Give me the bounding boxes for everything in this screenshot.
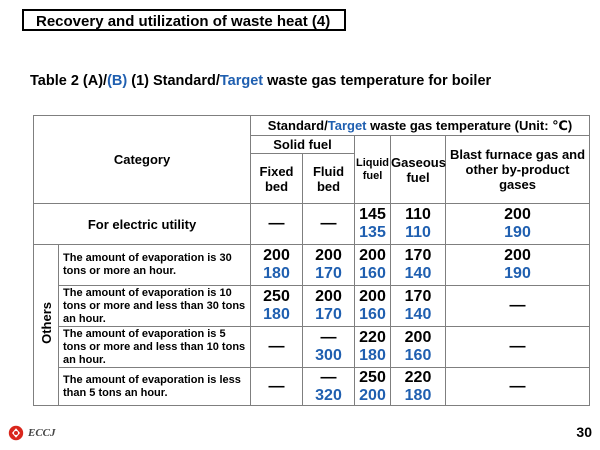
target-value: 180 <box>263 306 290 323</box>
value-cell-fluid <box>303 245 355 286</box>
standard-value: — <box>320 368 337 386</box>
standard-value: 200 <box>315 288 342 305</box>
standard-value: 110 <box>405 206 431 223</box>
value-cell-fluid <box>303 368 355 406</box>
solid-fuel-header: Solid fuel <box>251 136 355 154</box>
value-cell-gaseous <box>391 204 446 245</box>
caption-part5: waste gas temperature for boiler <box>263 73 492 89</box>
standard-value: 200 <box>504 247 531 264</box>
standard-value: 220 <box>404 368 432 386</box>
target-value: 190 <box>504 224 531 241</box>
fluid-bed-header: Fluid bed <box>303 154 355 204</box>
value-cell-fixed <box>251 327 303 368</box>
value-cell-blast <box>446 368 590 406</box>
row-label: The amount of evaporation is 10 tons or more and less than 30 tons an hour. <box>59 286 251 327</box>
value-cell-fixed <box>251 245 303 286</box>
target-value: 140 <box>404 265 432 282</box>
table-row <box>34 327 590 368</box>
caption-part2: (B) <box>107 73 128 89</box>
standard-value: 220 <box>359 329 386 346</box>
value-cell-blast <box>446 327 590 368</box>
page-number: 30 <box>576 424 592 440</box>
value-cell-liquid <box>355 245 391 286</box>
standard-value: 200 <box>263 247 290 264</box>
row-label: The amount of evaporation is less than 5 tons an hour. <box>59 368 251 406</box>
value-cell-fixed <box>251 368 303 406</box>
standard-value: — <box>320 215 337 232</box>
target-value: 140 <box>404 306 432 323</box>
standard-value: — <box>320 329 337 346</box>
target-value: 170 <box>315 306 342 323</box>
target-value: 160 <box>359 265 386 282</box>
standard-value: 250 <box>359 368 386 386</box>
standard-value: — <box>268 338 285 355</box>
group-pre: Standard/ <box>267 118 328 133</box>
target-value: 160 <box>359 306 386 323</box>
standard-value: — <box>509 338 526 355</box>
target-value: 320 <box>315 386 342 404</box>
standard-value: 250 <box>263 288 290 305</box>
target-value: 180 <box>263 265 290 282</box>
target-value: 180 <box>404 386 432 404</box>
value-cell-fixed <box>251 286 303 327</box>
value-cell-fluid <box>303 327 355 368</box>
value-cell-gaseous <box>391 245 446 286</box>
eccj-logo-text: ECCJ <box>28 427 56 439</box>
value-cell-liquid <box>355 368 391 406</box>
standard-value: — <box>509 377 526 395</box>
waste-gas-temperature-table <box>33 115 590 406</box>
standard-value: — <box>268 215 285 232</box>
table-row <box>34 245 590 286</box>
value-cell-blast <box>446 286 590 327</box>
standard-value: 200 <box>359 247 386 264</box>
others-label: Others <box>38 301 54 344</box>
value-cell-liquid <box>355 286 391 327</box>
value-cell-liquid <box>355 204 391 245</box>
group-post: waste gas temperature (Unit: ℃) <box>366 118 573 133</box>
value-cell-fixed <box>251 204 303 245</box>
table-row <box>34 204 590 245</box>
standard-value: 145 <box>359 206 386 223</box>
standard-value: 200 <box>315 247 342 264</box>
standard-value: 200 <box>359 288 386 305</box>
standard-value: 200 <box>504 206 531 223</box>
standard-value: 170 <box>404 288 432 305</box>
group-target: Target <box>327 118 367 133</box>
target-value: 180 <box>359 347 386 364</box>
value-cell-gaseous <box>391 327 446 368</box>
target-value: 190 <box>504 265 531 282</box>
value-cell-gaseous <box>391 286 446 327</box>
value-cell-fluid <box>303 204 355 245</box>
caption-part1: Table 2 (A)/ <box>30 73 108 89</box>
eccj-logo-icon <box>8 425 24 441</box>
value-cell-liquid <box>355 327 391 368</box>
slide-title: Recovery and utilization of waste heat (4) <box>22 9 346 31</box>
fixed-bed-header: Fixed bed <box>251 154 303 204</box>
eccj-logo <box>8 425 56 441</box>
caption-part3: (1) Standard/ <box>127 73 220 89</box>
value-cell-blast <box>446 245 590 286</box>
value-cell-fluid <box>303 286 355 327</box>
standard-value: — <box>509 297 526 314</box>
table-row <box>34 368 590 406</box>
table-row <box>34 286 590 327</box>
standard-value: — <box>268 377 285 395</box>
gaseous-fuel-header: Gaseous fuel <box>391 136 446 204</box>
value-cell-gaseous <box>391 368 446 406</box>
standard-value: 170 <box>404 247 432 264</box>
caption-part4: Target <box>219 73 264 89</box>
target-value: 200 <box>359 386 386 404</box>
value-cell-blast <box>446 204 590 245</box>
liquid-fuel-header: Liquid fuel <box>355 136 391 204</box>
others-label-cell <box>34 245 59 406</box>
table-caption <box>30 73 491 89</box>
target-value: 135 <box>359 224 386 241</box>
row-label: For electric utility <box>34 204 251 245</box>
row-label: The amount of evaporation is 5 tons or more and less than 10 tons an hour. <box>59 327 251 368</box>
target-value: 110 <box>405 224 431 241</box>
row-label: The amount of evaporation is 30 tons or more an hour. <box>59 245 251 286</box>
blast-furnace-header: Blast furnace gas and other by-product gases <box>446 136 590 204</box>
target-value: 170 <box>315 265 342 282</box>
standard-value: 200 <box>404 329 432 346</box>
category-header: Category <box>34 116 251 204</box>
temperature-group-header <box>251 116 590 136</box>
target-value: 160 <box>404 347 432 364</box>
target-value: 300 <box>315 347 342 364</box>
